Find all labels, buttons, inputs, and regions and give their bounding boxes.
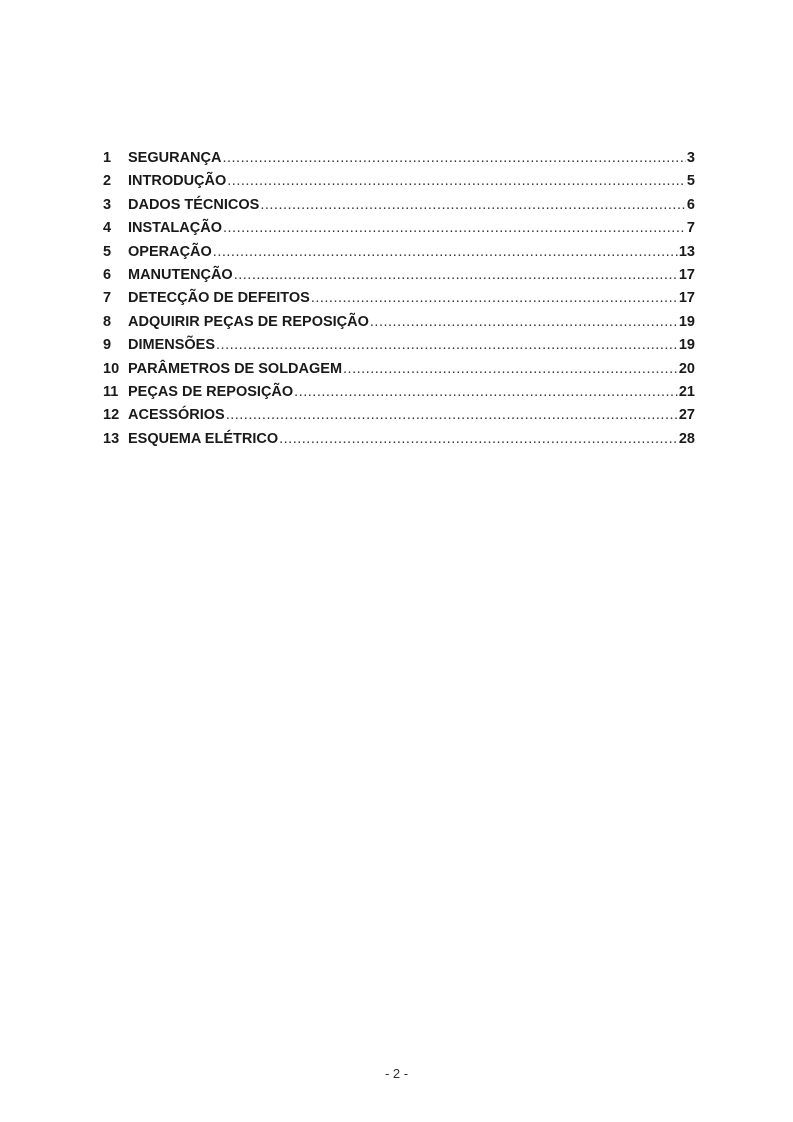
toc-entry-page: 7: [686, 220, 695, 237]
page-number: - 2 -: [384, 1066, 409, 1081]
toc-entry-title: ADQUIRIR PEÇAS DE REPOSIÇÃO: [128, 313, 369, 330]
toc-entry-page: 19: [678, 313, 695, 330]
toc-entry[interactable]: [103, 147, 695, 170]
toc-entry-page: 28: [678, 430, 695, 447]
dot-leader: [213, 241, 678, 264]
dot-leader: [260, 194, 686, 217]
toc-entry-page: 21: [678, 383, 695, 400]
toc-entry-page: 13: [678, 243, 695, 260]
dot-leader: [294, 381, 678, 404]
toc-entry-number: 1: [103, 150, 112, 166]
toc-entry-page: 19: [678, 337, 695, 354]
toc-entry-page: 6: [686, 196, 695, 213]
toc-entry-title: ESQUEMA ELÉTRICO: [128, 430, 279, 447]
toc-entry-number: 13: [103, 430, 120, 447]
dot-leader: [311, 287, 678, 310]
toc-entry-title: PEÇAS DE REPOSIÇÃO: [128, 383, 294, 400]
toc-entry-title: ACESSÓRIOS: [128, 407, 225, 424]
toc-entry[interactable]: [103, 428, 695, 451]
toc-entry[interactable]: [103, 170, 695, 193]
toc-entry-page: 17: [678, 290, 695, 307]
toc-entry-number: 12: [103, 407, 120, 424]
toc-entry[interactable]: [103, 311, 695, 334]
toc-entry-page: 17: [678, 266, 695, 283]
toc-entry-title: DETECÇÃO DE DEFEITOS: [128, 290, 310, 307]
dot-leader: [222, 147, 685, 170]
dot-leader: [216, 334, 678, 357]
toc-entry-number: 8: [103, 313, 112, 330]
dot-leader: [227, 170, 686, 193]
toc-entry-number: 7: [103, 290, 112, 307]
toc-entry[interactable]: [103, 287, 695, 310]
toc-entry[interactable]: [103, 241, 695, 264]
toc-entry-number: 10: [103, 360, 120, 377]
dot-leader: [279, 428, 678, 451]
dot-leader: [223, 217, 686, 240]
toc-entry-title: DADOS TÉCNICOS: [128, 196, 260, 213]
toc-entry-title: MANUTENÇÃO: [128, 266, 233, 283]
toc-entry-title: OPERAÇÃO: [128, 243, 212, 260]
toc-entry[interactable]: [103, 264, 695, 287]
toc-entry[interactable]: [103, 404, 695, 427]
toc-entry-title: INTRODUÇÃO: [128, 173, 227, 190]
toc-entry[interactable]: [103, 381, 695, 404]
toc-entry-number: 3: [103, 196, 112, 213]
toc-entry[interactable]: [103, 194, 695, 217]
toc-entry-number: 11: [103, 383, 119, 400]
toc-entry-page: 27: [678, 407, 695, 424]
toc-entry-number: 2: [103, 173, 112, 190]
toc-entry-page: 3: [686, 150, 695, 166]
dot-leader: [343, 358, 678, 381]
toc-entry-number: 5: [103, 243, 112, 260]
toc-entry[interactable]: [103, 217, 695, 240]
dot-leader: [226, 404, 678, 427]
toc-entry-page: 5: [686, 173, 695, 190]
toc-entry-title: SEGURANÇA: [128, 150, 222, 166]
dot-leader: [370, 311, 678, 334]
toc-entry-number: 9: [103, 337, 112, 354]
toc-entry-title: DIMENSÕES: [128, 337, 216, 354]
toc-entry-number: 6: [103, 266, 112, 283]
table-of-contents: [103, 147, 695, 451]
toc-entry-number: 4: [103, 220, 112, 237]
toc-entry-title: PARÂMETROS DE SOLDAGEM: [128, 360, 343, 377]
toc-entry-page: 20: [678, 360, 695, 377]
toc-entry[interactable]: [103, 334, 695, 357]
dot-leader: [234, 264, 678, 287]
toc-entry[interactable]: [103, 358, 695, 381]
toc-entry-title: INSTALAÇÃO: [128, 220, 222, 237]
